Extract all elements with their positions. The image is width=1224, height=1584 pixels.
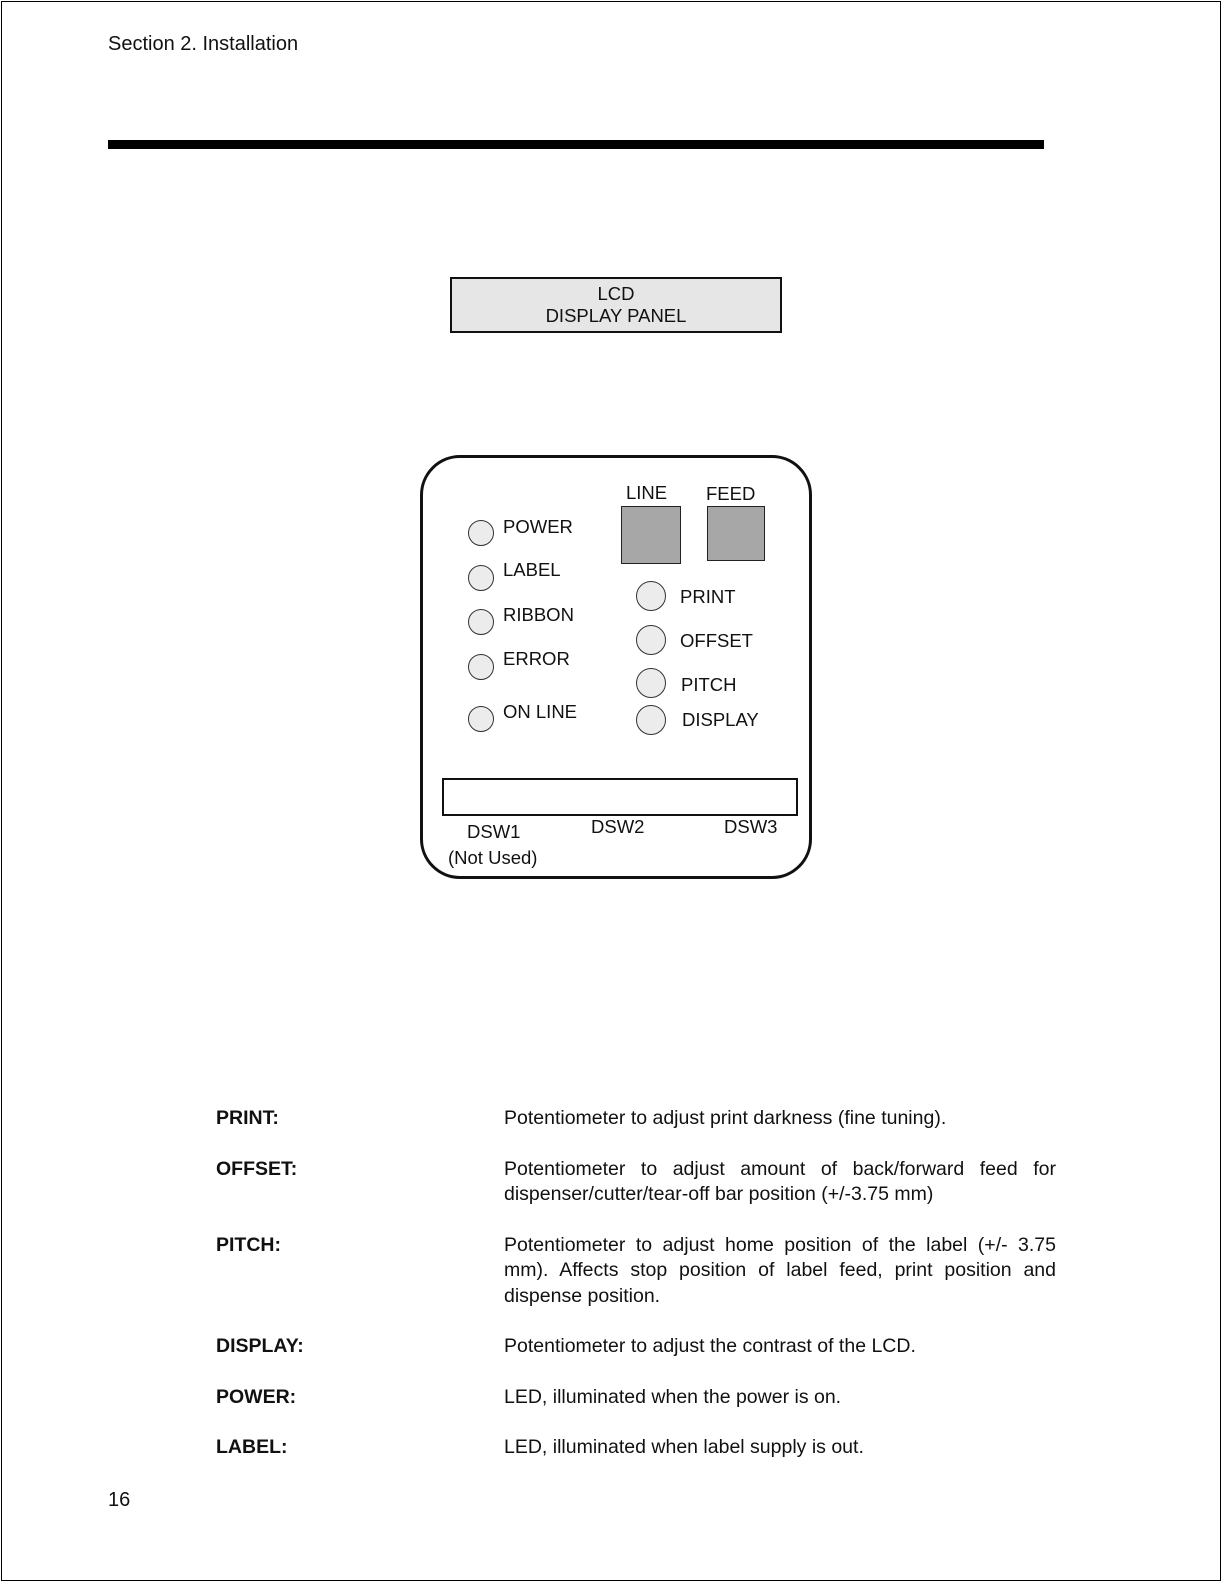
- definition-row: [216, 1106, 1056, 1132]
- lcd-display-panel: [450, 277, 782, 333]
- definition-description: LED, illuminated when label supply is out.: [504, 1436, 864, 1458]
- header-rule: [108, 140, 1044, 149]
- definition-row: [216, 1233, 1056, 1310]
- online-led-label: ON LINE: [503, 701, 578, 722]
- operator-panel: [420, 455, 812, 879]
- line-button[interactable]: [621, 506, 681, 564]
- display-potentiometer[interactable]: [636, 705, 666, 735]
- definition-row: [216, 1334, 1056, 1360]
- definition-description: Potentiometer to adjust the contrast of the LCD.: [504, 1335, 916, 1357]
- label-led-indicator: [468, 565, 494, 591]
- definition-term: OFFSET:: [216, 1157, 298, 1180]
- definition-row: [216, 1435, 1056, 1461]
- definitions-list: [216, 1106, 1056, 1486]
- pitch-pot-label: PITCH: [681, 674, 737, 695]
- online-led-indicator: [468, 706, 494, 732]
- definition-term: LABEL:: [216, 1436, 288, 1458]
- definition-description: Potentiometer to adjust amount of back/forward feed for dispenser/cutter/tear-off bar position (+/-3.75 mm): [504, 1157, 1056, 1205]
- definition-description: Potentiometer to adjust home position of the label (+/- 3.75 mm). Affects stop position of label feed, print position and dispense position.: [504, 1233, 1056, 1307]
- lcd-label-line2: DISPLAY PANEL: [545, 305, 687, 326]
- power-led-label: POWER: [503, 516, 573, 537]
- definition-term: PRINT:: [216, 1107, 279, 1129]
- ribbon-led-indicator: [468, 609, 494, 635]
- definition-row: [216, 1157, 1056, 1208]
- dsw1-label: DSW1: [467, 821, 521, 842]
- offset-pot-label: OFFSET: [680, 630, 753, 651]
- pitch-potentiometer[interactable]: [636, 668, 666, 698]
- definition-term: POWER:: [216, 1385, 297, 1408]
- error-led-indicator: [468, 654, 494, 680]
- definition-row: [216, 1385, 1056, 1411]
- dsw3-label: DSW3: [724, 816, 778, 837]
- error-led-label: ERROR: [503, 648, 570, 669]
- display-pot-label: DISPLAY: [682, 709, 759, 730]
- dsw1-not-used-note: (Not Used): [448, 847, 538, 868]
- power-led-indicator: [468, 520, 494, 546]
- ribbon-led-label: RIBBON: [503, 604, 574, 625]
- feed-button-label: FEED: [706, 483, 756, 504]
- definition-term: DISPLAY:: [216, 1335, 304, 1357]
- lcd-label-line1: LCD: [597, 283, 635, 304]
- definition-description: Potentiometer to adjust print darkness (fine tuning).: [504, 1107, 947, 1129]
- line-button-label: LINE: [626, 482, 668, 503]
- page-number: 16: [108, 1489, 131, 1511]
- offset-potentiometer[interactable]: [636, 625, 666, 655]
- dip-switch-block: [442, 778, 798, 816]
- print-pot-label: PRINT: [680, 586, 736, 607]
- definition-term: PITCH:: [216, 1233, 281, 1256]
- definition-description: LED, illuminated when the power is on.: [504, 1385, 842, 1408]
- feed-button[interactable]: [707, 506, 765, 561]
- dsw2-label: DSW2: [591, 816, 645, 837]
- print-potentiometer[interactable]: [636, 581, 666, 611]
- section-header: Section 2. Installation: [108, 33, 299, 55]
- label-led-label: LABEL: [503, 559, 561, 580]
